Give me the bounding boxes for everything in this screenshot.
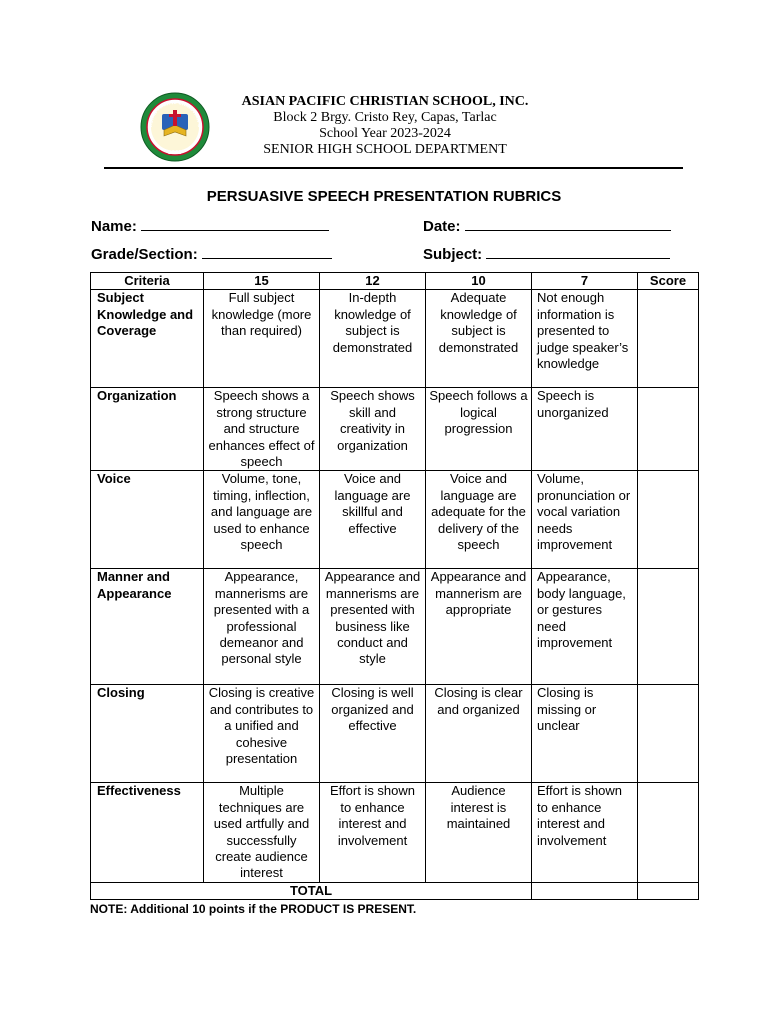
score-cell[interactable] — [638, 290, 699, 388]
grade-section-label: Grade/Section: — [91, 246, 198, 263]
date-field[interactable] — [423, 216, 671, 235]
score-cell[interactable] — [638, 685, 699, 783]
date-label: Date: — [423, 218, 461, 235]
department: SENIOR HIGH SCHOOL DEPARTMENT — [263, 142, 507, 157]
score-7-cell: Not enough information is presented to judge speaker’s knowledge — [532, 290, 638, 388]
school-name: ASIAN PACIFIC CHRISTIAN SCHOOL, INC. — [241, 94, 529, 109]
note: NOTE: Additional 10 points if the PRODUCT IS PRESENT. — [90, 902, 417, 916]
score-15-cell: Multiple techniques are used artfully and successfully create audience interest — [204, 783, 320, 882]
page-title: PERSUASIVE SPEECH PRESENTATION RUBRICS — [206, 188, 562, 205]
logo-text: ASIAN PACIFIC CHRISTIAN S — [148, 100, 202, 128]
score-10-cell: Voice and language are adequate for the delivery of the speech — [426, 471, 532, 569]
criteria-cell: Organization — [91, 388, 204, 471]
header-score: Score — [638, 273, 699, 290]
total-empty-cell — [532, 882, 638, 899]
name-line[interactable] — [141, 216, 329, 231]
school-logo — [140, 92, 210, 162]
score-12-cell: Appearance and mannerisms are presented with business like conduct and style — [320, 569, 426, 685]
score-12-cell: Closing is well organized and effective — [320, 685, 426, 783]
score-15-cell: Volume, tone, timing, inflection, and language are used to enhance speech — [204, 471, 320, 569]
score-15-cell: Full subject knowledge (more than required) — [204, 290, 320, 388]
subject-label: Subject: — [423, 246, 483, 263]
school-address: Block 2 Brgy. Cristo Rey, Capas, Tarlac — [273, 110, 497, 125]
criteria-cell: Voice — [91, 471, 204, 569]
header-7: 7 — [532, 273, 638, 290]
grade-section-line[interactable] — [202, 244, 332, 259]
header-10: 10 — [426, 273, 532, 290]
score-10-cell: Appearance and mannerism are appropriate — [426, 569, 532, 685]
score-cell[interactable] — [638, 783, 699, 882]
score-cell[interactable] — [638, 388, 699, 471]
score-7-cell: Effort is shown to enhance interest and involvement — [532, 783, 638, 882]
school-year: School Year 2023-2024 — [319, 126, 451, 141]
table-row — [91, 783, 699, 882]
score-12-cell: Voice and language are skillful and effective — [320, 471, 426, 569]
score-7-cell: Appearance, body language, or gestures need improvement — [532, 569, 638, 685]
table-row — [91, 388, 699, 471]
table-row — [91, 685, 699, 783]
total-score-cell[interactable] — [638, 882, 699, 899]
score-cell[interactable] — [638, 471, 699, 569]
subject-field[interactable] — [423, 244, 670, 263]
score-15-cell: Appearance, mannerisms are presented with a professional demeanor and personal style — [204, 569, 320, 685]
logo-year: 2005 — [168, 150, 182, 156]
score-12-cell: In-depth knowledge of subject is demonstrated — [320, 290, 426, 388]
header-divider — [104, 167, 683, 169]
total-row — [91, 882, 699, 899]
score-10-cell: Closing is clear and organized — [426, 685, 532, 783]
name-field[interactable] — [91, 216, 329, 235]
score-12-cell: Speech shows skill and creativity in organization — [320, 388, 426, 471]
criteria-cell: Manner and Appearance — [91, 569, 204, 685]
table-row — [91, 569, 699, 685]
score-12-cell: Effort is shown to enhance interest and involvement — [320, 783, 426, 882]
score-cell[interactable] — [638, 569, 699, 685]
criteria-cell: Closing — [91, 685, 204, 783]
header-criteria: Criteria — [91, 273, 204, 290]
score-7-cell: Speech is unorganized — [532, 388, 638, 471]
score-10-cell: Audience interest is maintained — [426, 783, 532, 882]
table-row — [91, 471, 699, 569]
header-row — [91, 273, 699, 290]
score-10-cell: Speech follows a logical progression — [426, 388, 532, 471]
subject-line[interactable] — [486, 244, 670, 259]
table-row — [91, 290, 699, 388]
date-line[interactable] — [465, 216, 671, 231]
header-12: 12 — [320, 273, 426, 290]
score-7-cell: Closing is missing or unclear — [532, 685, 638, 783]
criteria-cell: Effectiveness — [91, 783, 204, 882]
score-10-cell: Adequate knowledge of subject is demonstrated — [426, 290, 532, 388]
score-7-cell: Volume, pronunciation or vocal variation needs improvement — [532, 471, 638, 569]
rubric-table — [90, 272, 699, 900]
header-15: 15 — [204, 273, 320, 290]
score-15-cell: Closing is creative and contributes to a unified and cohesive presentation — [204, 685, 320, 783]
criteria-cell: Subject Knowledge and Coverage — [91, 290, 204, 388]
school-header — [220, 94, 550, 158]
grade-section-field[interactable] — [91, 244, 332, 263]
score-15-cell: Speech shows a strong structure and structure enhances effect of speech — [204, 388, 320, 471]
total-label: TOTAL — [91, 882, 532, 899]
name-label: Name: — [91, 218, 137, 235]
